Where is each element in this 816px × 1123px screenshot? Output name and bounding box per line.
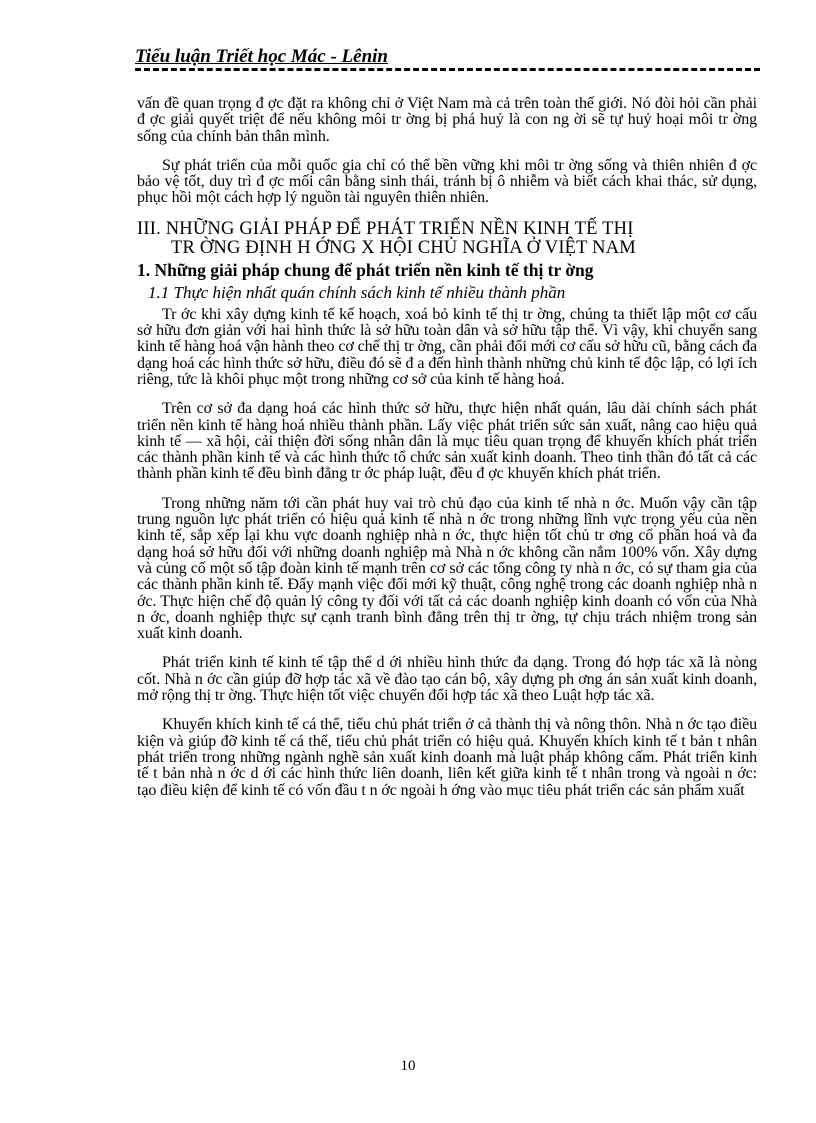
paragraph: Tr ớc khi xây dựng kinh tế kế hoạch, xoá bỏ kinh tế thị tr ờng, chúng ta thiết lập một cơ cấu sở hữu đơn giản với hai hình thức là sở hữu toàn dân và sở hữu tập thể. Vì vậy, khi chuyển sang kinh tế hàng hoá vận hành theo cơ chế thị tr ờng, cần phải đổi mới cơ cấu sở hữu cũ, bằng cách đa dạng hoá các hình thức sở hữu, điều đó sẽ đ a đến hình thành những chủ kinh tế độc lập, có lợi ích riêng, tức là khôi phục một trong những cơ sở của kinh tế hàng hoá. — [137, 305, 757, 388]
header-title: Tiểu luận Triết học Mác - Lênin — [135, 46, 388, 67]
paragraph: Trên cơ sở đa dạng hoá các hình thức sở hữu, thực hiện nhất quán, lâu dài chính sách phát triển nền kinh tế hàng hoá nhiều thành phần. Lấy việc phát triển sức sản xuất, nâng cao hiệu quả kinh tế — xã hội, cải thiện đời sống nhân dân là mục tiêu quan trọng để khuyến khích phát triển các thành phần kinh tế và các hình thức tổ chức sản xuất kinh doanh. Theo tinh thần đó tất cả các thành phần kinh tế đều bình đẳng tr ớc pháp luật, đều đ ợc khuyến khích phát triển. — [137, 400, 757, 483]
paragraph: Sự phát triển của mỗi quốc gia chỉ có thể bền vững khi môi tr ờng sống và thiên nhiên đ ợc bảo vệ tốt, duy trì đ ợc mối cân bằng sinh thái, tránh bị ô nhiễm và biết cách khai thác, sử dụng, phục hồi một cách hợp lý nguồn tài nguyên thiên nhiên. — [137, 156, 757, 207]
paragraph: Phát triển kinh tế kinh tế tập thể d ới nhiều hình thức đa dạng. Trong đó hợp tác xã là nòng cốt. Nhà n ớc cần giúp đỡ hợp tác xã về đào tạo cán bộ, xây dựng ph ơng án sản xuất kinh doanh, mở rộng thị tr ờng. Thực hiện tốt việc chuyển đổi hợp tác xã theo Luật hợp tác xã. — [137, 654, 757, 705]
paragraph: Trong những năm tới cần phát huy vai trò chủ đạo của kinh tế nhà n ớc. Muốn vậy cần tập trung nguồn lực phát triển có hiệu quả kinh tế nhà n ớc trong những lĩnh vực trọng yếu của nền kinh tế, sắp xếp lại khu vực doanh nghiệp nhà n ớc, thực hiện tốt chủ tr ơng cổ phần hoá và đa dạng hoá sở hữu đối với những doanh nghiệp mà Nhà n ớc không cần nắm 100% vốn. Xây dựng và củng cố một số tập đoàn kinh tế mạnh trên cơ sở các tổng công ty nhà n ớc, có sự tham gia của các thành phần kinh tế. Đẩy mạnh việc đổi mới kỹ thuật, công nghệ trong các doanh nghiệp nhà n ớc. Thực hiện chế độ quản lý công ty đối với tất cả các doanh nghiệp kinh doanh có vốn của Nhà n ớc, doanh nghiệp thực sự cạnh tranh bình đẳng trên thị tr ờng, tự chịu trách nhiệm trong sản xuất kinh doanh. — [137, 494, 757, 643]
paragraph: vấn đề quan trọng đ ợc đặt ra không chỉ ở Việt Nam mà cả trên toàn thế giới. Nó đòi hỏi cần phải đ ợc giải quyết triệt để nếu không môi tr ờng bị phá huỷ là con ng ời sẽ tự huỷ hoại môi tr ờng sống của chính bản thân mình. — [137, 95, 757, 145]
subsection-heading: 1. Những giải pháp chung để phát triển nền kinh tế thị tr ờng — [137, 259, 594, 280]
page-number: 10 — [400, 1058, 416, 1074]
page-header — [135, 46, 760, 70]
section-heading-line-1: III. NHỮNG GIẢI PHÁP ĐỂ PHÁT TRIỂN NỀN KINH TẾ THỊ — [137, 218, 634, 239]
document-body — [137, 96, 757, 812]
section-heading-line-2: TR ỜNG ĐỊNH H ỚNG X HỘI CHỦ NGHĨA Ở VIỆT NAM — [171, 237, 636, 258]
subsubsection-heading: 1.1 Thực hiện nhất quán chính sách kinh tế nhiều thành phần — [148, 282, 566, 302]
header-divider — [135, 68, 760, 71]
section-heading — [137, 220, 757, 258]
paragraph: Khuyến khích kinh tế cá thể, tiểu chủ phát triển ở cả thành thị và nông thôn. Nhà n ớc tạo điều kiện và giúp đỡ kinh tế cá thể, tiểu chủ phát triển có hiệu quả. Khuyến khích kinh tế t bản t nhân phát triển trong những ngành nghề sản xuất kinh doanh mà luật pháp không cấm. Phát triển kinh tế t bản nhà n ớc d ới các hình thức liên doanh, liên kết giữa kinh tế t nhân trong và ngoài n ớc: tạo điều kiện để kinh tế có vốn đầu t n ớc ngoài h ớng vào mục tiêu phát triển các sản phẩm xuất — [137, 716, 757, 799]
